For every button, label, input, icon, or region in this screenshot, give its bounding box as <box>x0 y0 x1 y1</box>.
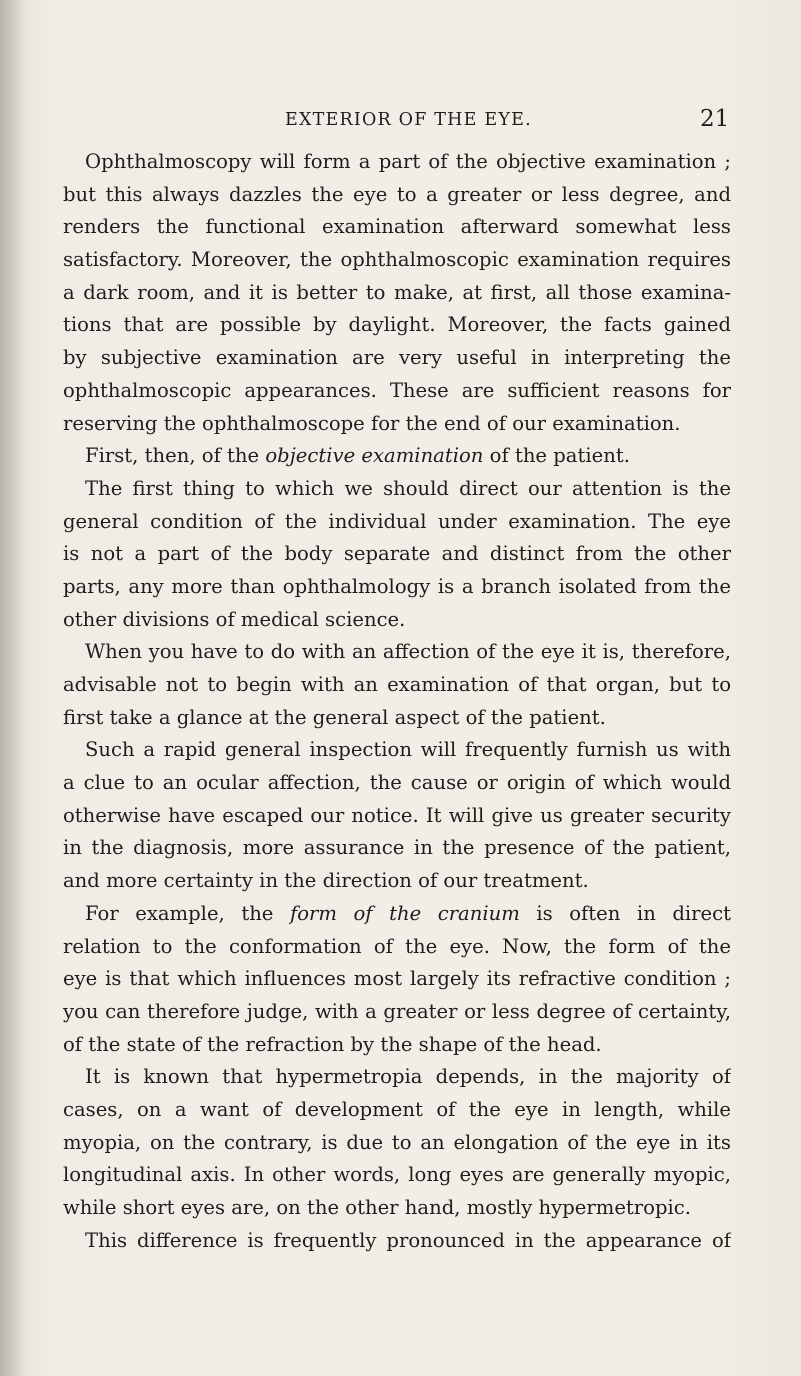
text-span: For example, the <box>85 901 290 925</box>
binding-shadow <box>0 0 26 1376</box>
text-span: is often in direct <box>519 901 731 925</box>
text-line: a clue to an ocular affection, the cause or origin of which would <box>63 771 731 795</box>
emphasis-form-of-cranium: form of the cranium <box>289 901 520 925</box>
text-line: ophthalmoscopic appearances. These are sufficient reasons for <box>63 378 731 402</box>
text-line: parts, any more than ophthalmology is a branch isolated from the <box>63 574 731 598</box>
text-line: reserving the ophthalmoscope for the end of our examination. <box>63 411 681 435</box>
text-line: Ophthalmoscopy will form a part of the objective examination ; <box>85 150 731 173</box>
text-line: you can therefore judge, with a greater or less degree of certainty, <box>63 999 731 1023</box>
text-line: and more certainty in the direction of our treatment. <box>63 869 589 893</box>
text-span: of the patient. <box>483 444 630 468</box>
text-line: longitudinal axis. In other words, long eyes are generally myopic, <box>63 1163 731 1187</box>
text-line <box>63 440 731 473</box>
text-line: cases, on a want of development of the eye in length, while <box>63 1097 731 1121</box>
text-span: First, then, of the <box>85 444 266 468</box>
text-line: tions that are possible by daylight. Moreover, the facts gained <box>63 313 731 337</box>
text-line: eye is that which influences most largely its refractive condition ; <box>63 967 731 991</box>
text-line: general condition of the individual under examination. The eye <box>63 509 731 533</box>
text-line: This difference is frequently pronounced in the appearance of <box>85 1228 731 1252</box>
text-line: of the state of the refraction by the shape of the head. <box>63 1032 602 1056</box>
text-line: a dark room, and it is better to make, at first, all those examina- <box>63 280 731 304</box>
running-header <box>0 104 801 134</box>
text-line: It is known that hypermetropia depends, in the majority of <box>85 1065 731 1089</box>
text-line: in the diagnosis, more assurance in the presence of the patient, <box>63 836 731 860</box>
text-line: When you have to do with an affection of the eye it is, therefore, <box>85 640 731 664</box>
text-line: but this always dazzles the eye to a greater or less degree, and <box>63 182 731 206</box>
text-line: otherwise have escaped our notice. It will give us greater security <box>63 803 731 827</box>
text-line: relation to the conformation of the eye. Now, the form of the <box>63 934 731 958</box>
emphasis-objective-examination: objective examination <box>265 444 484 468</box>
running-title: EXTERIOR OF THE EYE. <box>285 110 532 130</box>
text-line: other divisions of medical science. <box>63 607 406 631</box>
text-line: myopia, on the contrary, is due to an elongation of the eye in its <box>63 1130 731 1154</box>
text-line: by subjective examination are very useful in interpreting the <box>63 346 731 370</box>
text-line: Such a rapid general inspection will frequently furnish us with <box>85 738 731 762</box>
text-line <box>63 898 731 931</box>
page-number: 21 <box>700 106 730 132</box>
text-line: renders the functional examination afterward somewhat less <box>63 215 731 239</box>
body-text <box>63 146 731 1257</box>
text-line: satisfactory. Moreover, the ophthalmoscopic examination requires <box>63 248 731 272</box>
text-line: advisable not to begin with an examination of that organ, but to <box>63 673 731 696</box>
text-line: first take a glance at the general aspect of the patient. <box>63 705 606 729</box>
text-line: is not a part of the body separate and distinct from the other <box>63 542 731 566</box>
text-line: The first thing to which we should direct our attention is the <box>85 476 731 500</box>
text-line: while short eyes are, on the other hand, mostly hypermetropic. <box>63 1196 691 1219</box>
